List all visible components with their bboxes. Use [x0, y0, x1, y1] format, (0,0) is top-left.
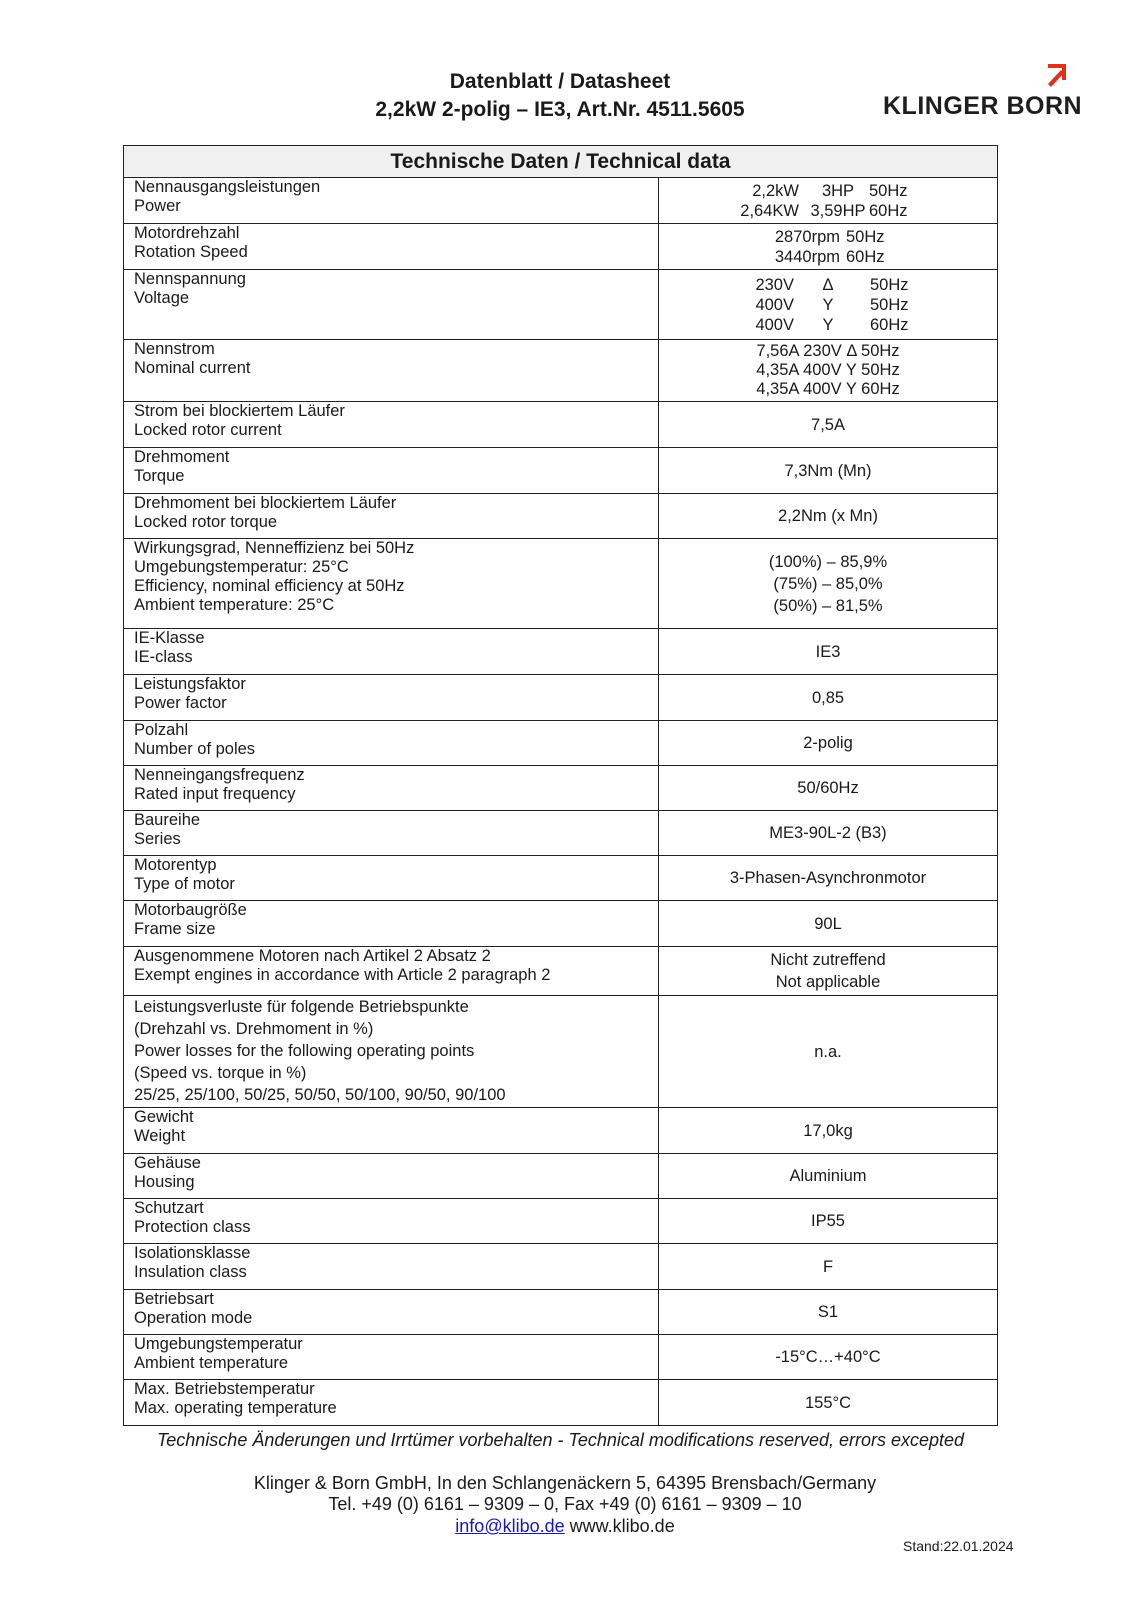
label-de: Strom bei blockiertem Läufer [134, 402, 345, 420]
label-de: Motorentyp [134, 856, 217, 874]
table-row [124, 721, 998, 766]
label-en: Type of motor [134, 875, 235, 893]
table-row [124, 1199, 998, 1244]
label-de: Max. Betriebstemperatur [134, 1380, 315, 1398]
label-de: Motorbaugröße [134, 901, 247, 919]
value: IP55 [659, 1199, 998, 1244]
value: 60Hz [870, 316, 909, 334]
table-row [124, 766, 998, 811]
label-de: Isolationsklasse [134, 1244, 251, 1262]
value: Y [822, 316, 834, 334]
label-en: Number of poles [134, 740, 256, 758]
label-de: IE-Klasse [134, 629, 205, 647]
label-de: Nennausgangsleistungen [134, 178, 321, 196]
label-de: Leistungsfaktor [134, 675, 246, 693]
label-en: Frame size [134, 920, 216, 938]
label-de: Ausgenommene Motoren nach Artikel 2 Absatz 2 [134, 947, 491, 965]
logo-text: KLINGER BORN [883, 92, 1083, 120]
value: 2870rpm [774, 228, 840, 246]
email-link[interactable]: info@klibo.de [455, 1516, 565, 1536]
value: 2,64KW [740, 202, 799, 220]
value: 0,85 [659, 675, 998, 721]
table-row [124, 402, 998, 448]
label-en: Weight [134, 1127, 186, 1145]
value: -15°C…+40°C [659, 1335, 998, 1380]
label-en: Insulation class [134, 1263, 247, 1281]
value: 400V [755, 296, 794, 314]
value: 7,3Nm (Mn) [659, 448, 998, 494]
label-line: Wirkungsgrad, Nenneffizienz bei 50Hz [134, 539, 415, 557]
table-row [124, 901, 998, 947]
label-de: Drehmoment bei blockiertem Läufer [134, 494, 397, 512]
label-en: Max. operating temperature [134, 1399, 337, 1417]
table-row [124, 1380, 998, 1426]
table-row [124, 811, 998, 856]
table-row [124, 539, 998, 629]
footer-address: Klinger & Born GmbH, In den Schlangenäckern 5, 64395 Brensbach/Germany [253, 1473, 877, 1493]
label-de: Motordrehzahl [134, 224, 240, 242]
label-en: Locked rotor torque [134, 513, 278, 531]
value: Nicht zutreffend [770, 951, 886, 969]
value: 90L [659, 901, 998, 947]
value: 60Hz [869, 202, 908, 220]
value: n.a. [659, 996, 998, 1108]
label-line: Power losses for the following operating points [134, 1042, 475, 1060]
table-row [124, 270, 998, 340]
value: 50Hz [870, 296, 909, 314]
label-de: Nennspannung [134, 270, 246, 288]
value: (75%) – 85,0% [773, 574, 883, 593]
label-line: (Speed vs. torque in %) [134, 1064, 307, 1082]
label-de: Drehmoment [134, 448, 230, 466]
value: (100%) – 85,9% [768, 552, 888, 571]
label-en: IE-class [134, 648, 193, 666]
date-stamp: Stand:22.01.2024 [903, 1538, 1014, 1554]
table-row [124, 856, 998, 901]
label-line: 25/25, 25/100, 50/25, 50/50, 50/100, 90/50, 90/100 [134, 1086, 506, 1104]
table-row [124, 629, 998, 675]
value: 155°C [659, 1380, 998, 1426]
table-row [124, 448, 998, 494]
table-row [124, 1290, 998, 1335]
value: Not applicable [775, 973, 881, 991]
value: 400V [755, 316, 794, 334]
document-title: Datenblatt / Datasheet [449, 70, 671, 93]
table-row [124, 1154, 998, 1199]
label-en: Operation mode [134, 1309, 253, 1327]
value: 60Hz [846, 248, 885, 266]
label-line: Umgebungstemperatur: 25°C [134, 558, 349, 576]
label-de: Gewicht [134, 1108, 194, 1126]
label-de: Polzahl [134, 721, 189, 739]
label-line: (Drehzahl vs. Drehmoment in %) [134, 1020, 374, 1038]
value: Δ [822, 276, 834, 294]
value: 2,2Nm (x Mn) [659, 494, 998, 539]
label-en: Locked rotor current [134, 421, 282, 439]
label-en: Series [134, 830, 181, 848]
table-row [124, 1335, 998, 1380]
technical-data-table [123, 145, 998, 1426]
table-row [124, 675, 998, 721]
value: 17,0kg [659, 1108, 998, 1154]
label-en: Power factor [134, 694, 227, 712]
value: 3440rpm [774, 248, 840, 266]
value: IE3 [659, 629, 998, 675]
voltage-values [734, 275, 922, 335]
label-en: Ambient temperature [134, 1354, 289, 1372]
table-row [124, 494, 998, 539]
value: S1 [659, 1290, 998, 1335]
value: 2,2kW [752, 182, 799, 200]
table-row [124, 996, 998, 1108]
label-en: Torque [134, 467, 185, 485]
table-row [124, 1244, 998, 1290]
value: Aluminium [659, 1154, 998, 1199]
value: 7,56A 230V Δ 50Hz [756, 342, 900, 360]
label-en: Rated input frequency [134, 785, 296, 803]
power-values [729, 181, 927, 221]
value: 50Hz [869, 182, 908, 200]
table-row [124, 1108, 998, 1154]
label-en: Exempt engines in accordance with Article 2 paragraph 2 [134, 966, 551, 984]
value: 3,59HP [810, 202, 866, 220]
value: 50/60Hz [659, 766, 998, 811]
label-en: Protection class [134, 1218, 251, 1236]
label-de: Nennstrom [134, 340, 215, 358]
document-subtitle: 2,2kW 2-polig – IE3, Art.Nr. 4511.5605 [375, 98, 745, 121]
label-line: Ambient temperature: 25°C [134, 596, 335, 614]
value: ME3-90L-2 (B3) [659, 811, 998, 856]
label-de: Gehäuse [134, 1154, 201, 1172]
table-row [124, 340, 998, 402]
table-row [124, 178, 998, 224]
disclaimer-note: Technische Änderungen und Irrtümer vorbehalten - Technical modifications reserved, errors excepted [156, 1430, 965, 1450]
label-de: Nenneingangsfrequenz [134, 766, 305, 784]
value: 2-polig [659, 721, 998, 766]
value: 4,35A 400V Y 50Hz [756, 361, 900, 379]
footer-contact [200, 1516, 930, 1537]
value: Y [822, 296, 834, 314]
website-text: www.klibo.de [569, 1516, 675, 1536]
table-row [124, 224, 998, 270]
label-de: Schutzart [134, 1199, 204, 1217]
label-en: Power [134, 197, 181, 215]
speed-values [750, 227, 906, 267]
value: F [659, 1244, 998, 1290]
company-logo [883, 62, 1083, 124]
value: 50Hz [846, 228, 885, 246]
label-de: Betriebsart [134, 1290, 214, 1308]
label-line: Leistungsverluste für folgende Betriebspunkte [134, 998, 469, 1016]
value: 50Hz [870, 276, 909, 294]
label-de: Umgebungstemperatur [134, 1335, 303, 1353]
value: 3HP [821, 182, 855, 200]
value: (50%) – 81,5% [773, 596, 883, 615]
table-row [124, 947, 998, 996]
label-de: Baureihe [134, 811, 201, 829]
label-line: Efficiency, nominal efficiency at 50Hz [134, 577, 405, 595]
label-en: Voltage [134, 289, 190, 307]
arrow-icon [1046, 62, 1072, 90]
footer-phone: Tel. +49 (0) 6161 – 9309 – 0, Fax +49 (0) 6161 – 9309 – 10 [328, 1494, 802, 1514]
label-en: Rotation Speed [134, 243, 248, 261]
label-en: Nominal current [134, 359, 251, 377]
label-en: Housing [134, 1173, 195, 1191]
value: 230V [755, 276, 794, 294]
table-heading: Technische Daten / Technical data [124, 146, 998, 178]
value: 3-Phasen-Asynchronmotor [659, 856, 998, 901]
value: 7,5A [659, 402, 998, 448]
value: 4,35A 400V Y 60Hz [756, 380, 900, 398]
